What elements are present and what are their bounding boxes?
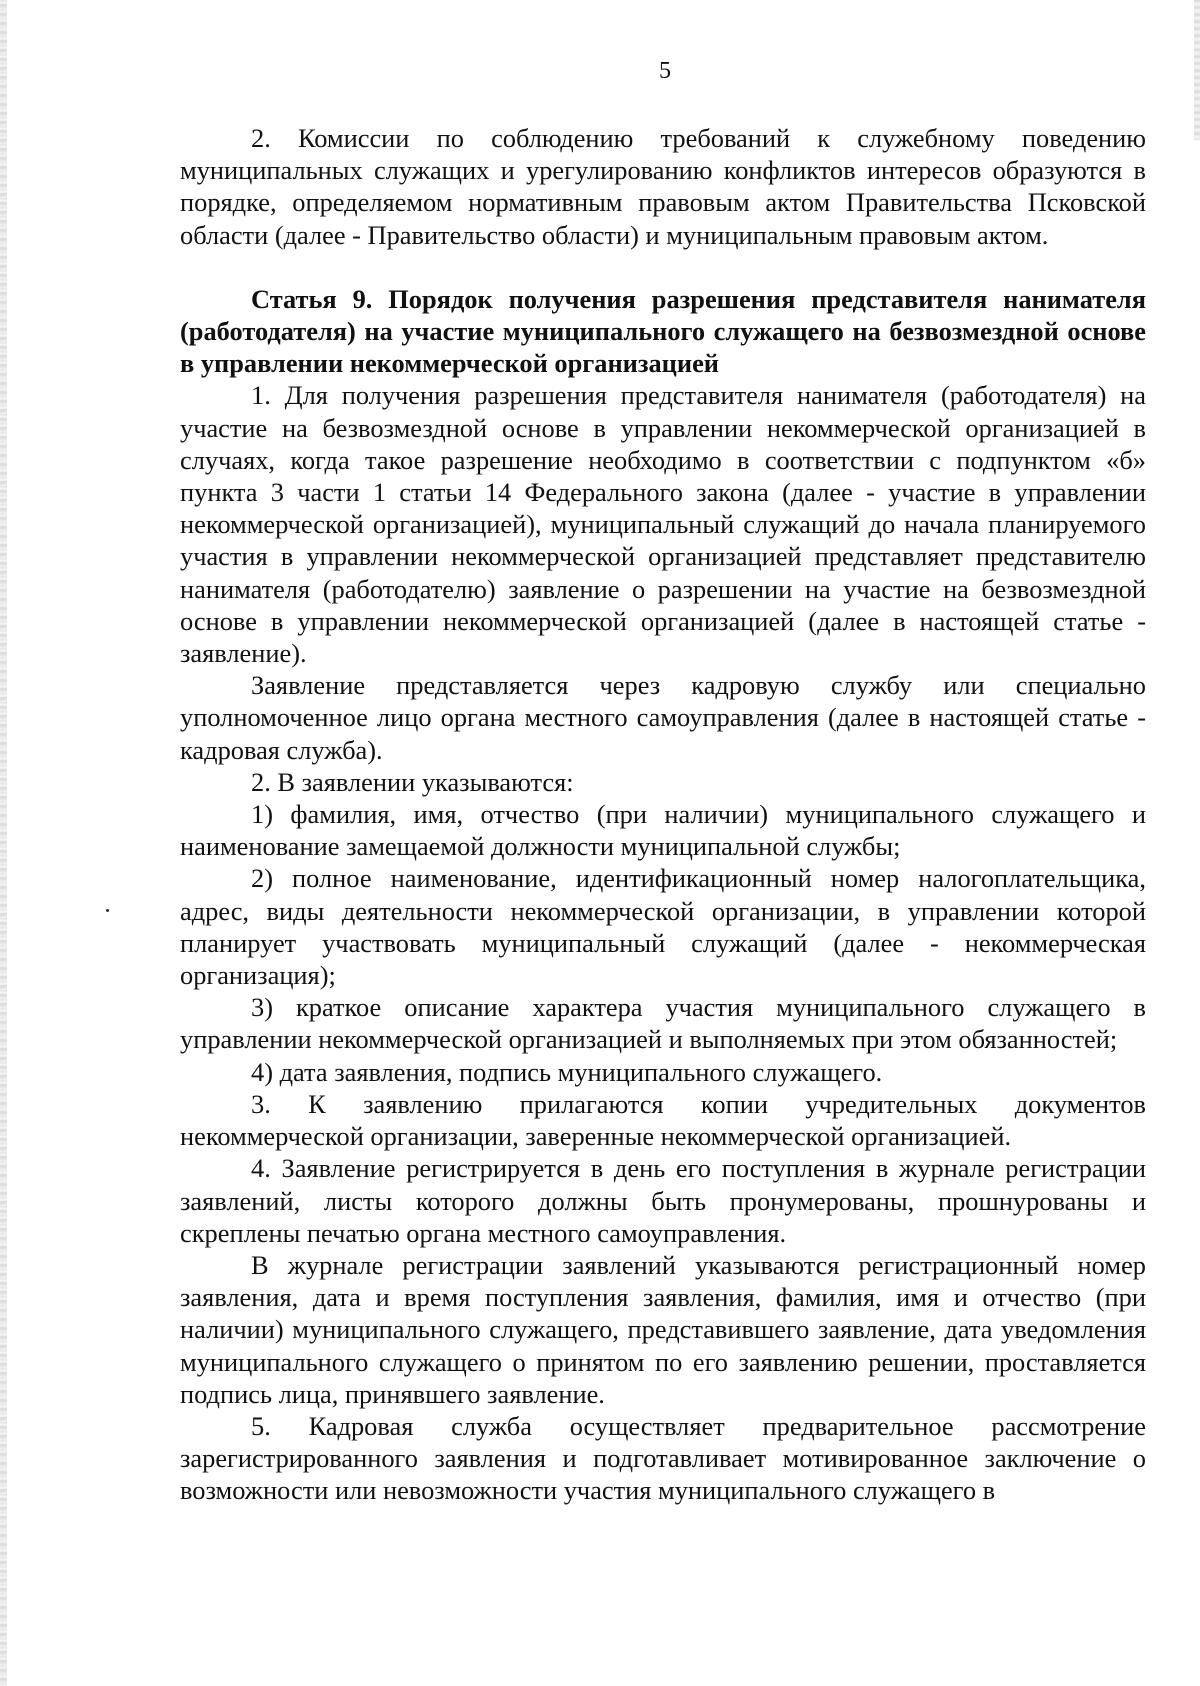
- list-item: 1) фамилия, имя, отчество (при наличии) муниципального служащего и наименование замещаемой должности муниципальной службы;: [180, 799, 1146, 862]
- paragraph-item: 4. Заявление регистрируется в день его поступления в журнале регистрации заявлений, листы которого должны быть пронумерованы, прошнурованы и скреплены печатью органа местного самоуправления.: [180, 1153, 1146, 1248]
- paragraph-commissions: 2. Комиссии по соблюдению требований к служебному поведению муниципальных служащих и урегулированию конфликтов интересов образуются в порядке, определяемом нормативным правовым актом Правительства Псковской области (далее - Правительство области) и муниципальным правовым актом.: [180, 123, 1146, 250]
- article-heading: Статья 9. Порядок получения разрешения представителя нанимателя (работодателя) на участие муниципального служащего на безвозмездной основе в управлении некоммерческой организацией: [180, 283, 1146, 379]
- list-item: 2) полное наименование, идентификационный номер налогоплательщика, адрес, виды деятельности некоммерческой организации, в управлении которой планирует участвовать муниципальный служащий (далее - некоммерческая организация);: [180, 863, 1146, 991]
- paragraph-item: 3. К заявлению прилагаются копии учредительных документов некоммерческой организации, заверенные некоммерческой организацией.: [180, 1088, 1146, 1152]
- paragraph-item: 2. В заявлении указываются:: [251, 766, 574, 797]
- paragraph-item: 5. Кадровая служба осуществляет предварительное рассмотрение зарегистрированного заявления и подготавливает мотивированное заключение о возможности или невозможности участия муниципального служащего в: [180, 1410, 1146, 1506]
- document-body: [180, 122, 1146, 1507]
- paragraph-item: Заявление представляется через кадровую службу или специально уполномоченное лицо органа местного самоуправления (далее в настоящей статье - кадровая служба).: [180, 670, 1146, 765]
- page-number: 5: [659, 58, 671, 84]
- scan-speck: [106, 909, 109, 912]
- paragraph-item: 1. Для получения разрешения представителя нанимателя (работодателя) на участие на безвозмездной основе в управлении некоммерческой организацией в случаях, когда такое разрешение необходимо в соответствии с подпунктом «б» пункта 3 части 1 статьи 14 Федерального закона (далее - участие в управлении некоммерческой организацией), муниципальный служащий до начала планируемого участия в управлении некоммерческой организацией представляет представителю нанимателя (работодателю) заявление о разрешении на участие на безвозмездной основе в управлении некоммерческой организацией (далее в настоящей статье - заявление).: [180, 380, 1146, 669]
- list-item: 4) дата заявления, подпись муниципального служащего.: [251, 1056, 883, 1087]
- scan-edge-left: [0, 0, 7, 1686]
- list-item: 3) краткое описание характера участия муниципального служащего в управлении некоммерческой организацией и выполняемых при этом обязанностей;: [180, 992, 1146, 1055]
- paragraph-item: В журнале регистрации заявлений указываются регистрационный номер заявления, дата и время поступления заявления, фамилия, имя и отчество (при наличии) муниципального служащего, представившего заявление, дата уведомления муниципального служащего о принятом по его заявлению решении, проставляется подпись лица, принявшего заявление.: [180, 1249, 1146, 1409]
